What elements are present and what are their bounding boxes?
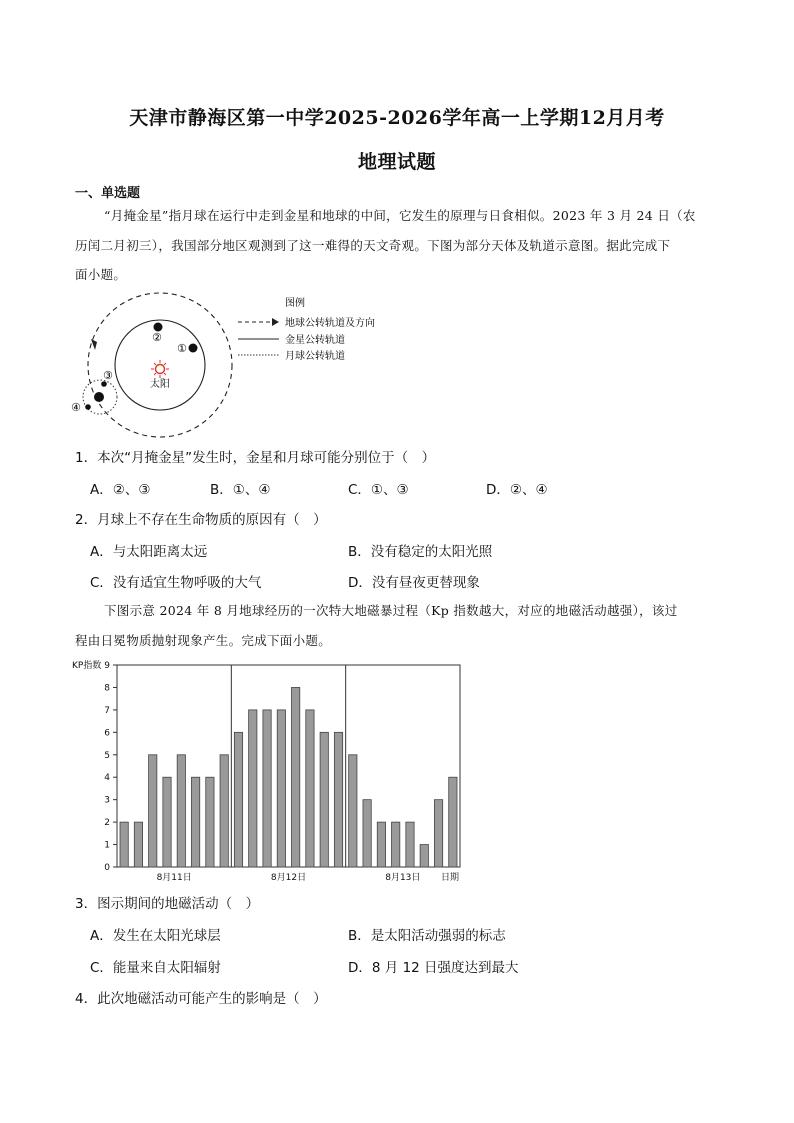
marker-2: ② bbox=[152, 331, 162, 344]
earth-orbit-direction-arrow bbox=[91, 339, 97, 350]
marker-4: ④ bbox=[71, 401, 81, 414]
passage1-line3: 面小题。 bbox=[75, 267, 127, 282]
kp-bar bbox=[234, 732, 242, 867]
kp-bar bbox=[206, 777, 214, 867]
earth-icon bbox=[94, 392, 104, 402]
question-3-stem: 3．图示期间的地磁活动（ ） bbox=[75, 896, 260, 912]
passage2-line2: 程由日冕物质抛射现象产生。完成下面小题。 bbox=[75, 633, 332, 648]
kp-bar bbox=[249, 710, 257, 867]
question-1-option-b[interactable]: B．①、④ bbox=[210, 482, 271, 498]
question-2-option-a[interactable]: A．与太阳距离太远 bbox=[90, 544, 208, 560]
question-3-option-c[interactable]: C．能量来自太阳辐射 bbox=[90, 960, 221, 976]
y-tick-label: 8 bbox=[104, 683, 110, 694]
kp-bar bbox=[263, 710, 271, 867]
legend-arrow-icon bbox=[272, 318, 279, 326]
question-1-option-c[interactable]: C．①、③ bbox=[348, 482, 409, 498]
legend-venus-label: 金星公转轨道 bbox=[285, 335, 345, 346]
section-heading: 一、单选题 bbox=[75, 186, 141, 201]
kp-bar bbox=[420, 845, 428, 867]
y-tick-label: 7 bbox=[104, 705, 110, 716]
question-2-stem: 2．月球上不存在生命物质的原因有（ ） bbox=[75, 512, 327, 528]
y-tick-label: 5 bbox=[104, 750, 110, 761]
legend-moon-label: 月球公转轨道 bbox=[285, 351, 345, 362]
venus-position-1 bbox=[189, 344, 198, 353]
kp-bar bbox=[277, 710, 285, 867]
question-1-option-d[interactable]: D．②、④ bbox=[486, 482, 548, 498]
kp-bar bbox=[134, 822, 142, 867]
question-2-option-c[interactable]: C．没有适宜生物呼吸的大气 bbox=[90, 575, 262, 591]
question-1-stem: 1．本次“月掩金星”发生时，金星和月球可能分别位于（ ） bbox=[75, 450, 436, 466]
y-tick-label: 3 bbox=[104, 795, 110, 806]
kp-bar bbox=[434, 800, 442, 867]
question-3-option-b[interactable]: B．是太阳活动强弱的标志 bbox=[348, 928, 506, 944]
question-3-option-d[interactable]: D．8 月 12 日强度达到最大 bbox=[348, 960, 519, 976]
kp-bar bbox=[392, 822, 400, 867]
sun-icon bbox=[151, 360, 169, 378]
kp-bar bbox=[292, 687, 300, 867]
question-1-option-a[interactable]: A．②、③ bbox=[90, 482, 151, 498]
y-tick-label: 0 bbox=[104, 863, 110, 873]
kp-bar bbox=[449, 777, 457, 867]
y-tick-label: 1 bbox=[104, 840, 110, 851]
legend-earth-label: 地球公转轨道及方向 bbox=[285, 318, 375, 329]
marker-3: ③ bbox=[103, 369, 113, 382]
kp-index-chart bbox=[62, 655, 472, 887]
y-tick-label: 4 bbox=[104, 773, 110, 784]
kp-bar bbox=[363, 800, 371, 867]
y-tick-label: 9 bbox=[104, 661, 110, 671]
x-axis-label: 日期 bbox=[440, 873, 460, 883]
x-day-label: 8月13日 bbox=[385, 873, 421, 883]
kp-bar bbox=[191, 777, 199, 867]
y-axis-label: KP指数 bbox=[72, 661, 102, 671]
passage2-line1: 下图示意 2024 年 8 月地球经历的一次特大地磁暴过程（Kp 指数越大，对应的地磁活动越强），该过 bbox=[104, 603, 678, 618]
moon-position-3 bbox=[101, 381, 107, 387]
sun-label: 太阳 bbox=[150, 379, 170, 390]
y-tick-label: 6 bbox=[104, 728, 110, 739]
passage1-line1: “月掩金星”指月球在运行中走到金星和地球的中间，它发生的原理与日食相似。2023 年 3 月 24 日（农 bbox=[104, 208, 696, 223]
question-4-stem: 4．此次地磁活动可能产生的影响是（ ） bbox=[75, 991, 327, 1007]
marker-1: ① bbox=[177, 342, 187, 355]
passage1-line2: 历闰二月初三），我国部分地区观测到了这一难得的天文奇观。下图为部分天体及轨道示意图。据此完成下 bbox=[75, 238, 671, 253]
kp-bar bbox=[320, 732, 328, 867]
question-3-option-a[interactable]: A．发生在太阳光球层 bbox=[90, 928, 221, 944]
kp-bar bbox=[120, 822, 128, 867]
moon-position-4 bbox=[85, 404, 91, 410]
kp-bar bbox=[377, 822, 385, 867]
kp-bar bbox=[406, 822, 414, 867]
question-2-option-b[interactable]: B．没有稳定的太阳光照 bbox=[348, 544, 493, 560]
y-tick-label: 2 bbox=[104, 818, 110, 829]
kp-bar bbox=[163, 777, 171, 867]
kp-bar bbox=[149, 755, 157, 867]
document-title-line2: 地理试题 bbox=[357, 151, 436, 173]
orbit-diagram bbox=[60, 290, 420, 450]
legend-title: 图例 bbox=[285, 298, 305, 309]
kp-bar bbox=[349, 755, 357, 867]
question-2-option-d[interactable]: D．没有昼夜更替现象 bbox=[348, 575, 480, 591]
x-day-label: 8月12日 bbox=[270, 873, 307, 883]
kp-bar bbox=[334, 732, 342, 867]
x-day-label: 8月11日 bbox=[156, 873, 192, 883]
document-title-line1: 天津市静海区第一中学2025-2026学年高一上学期12月月考 bbox=[129, 107, 665, 129]
kp-bar bbox=[177, 755, 185, 867]
kp-bar bbox=[306, 710, 314, 867]
kp-bar bbox=[220, 755, 228, 867]
